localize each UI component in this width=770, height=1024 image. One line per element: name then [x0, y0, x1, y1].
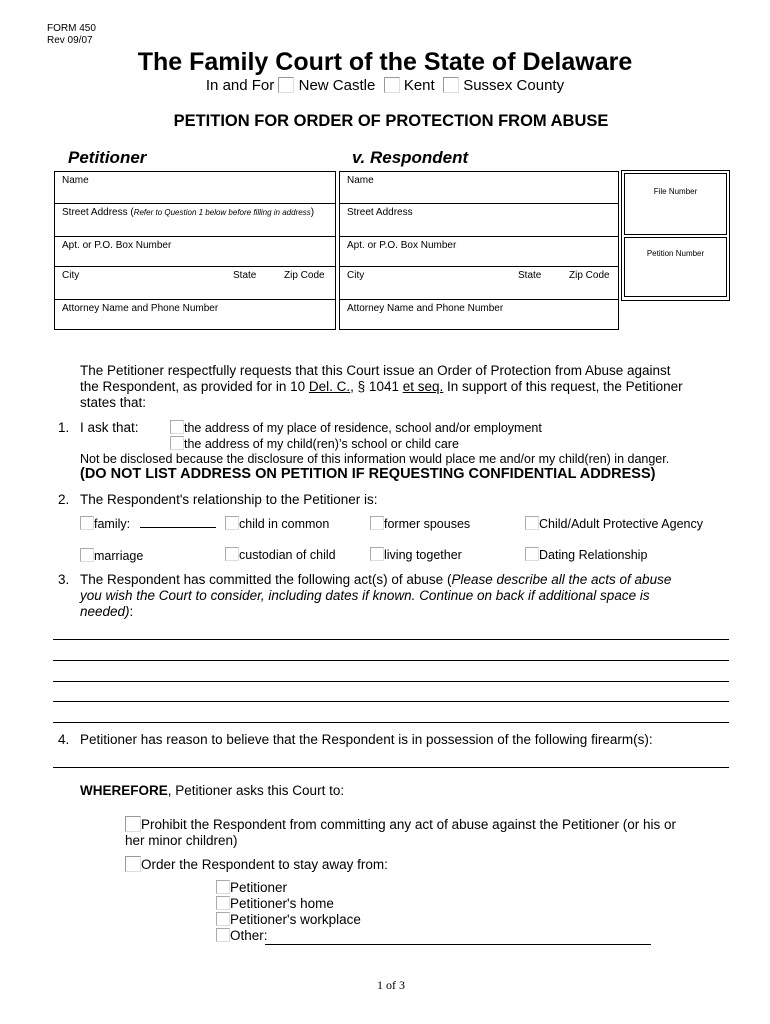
- other-blank-line[interactable]: [265, 944, 651, 945]
- kent-checkbox[interactable]: [384, 77, 400, 93]
- new-castle-label: New Castle: [298, 77, 376, 94]
- court-title: The Family Court of the State of Delaware: [137, 48, 633, 76]
- q1-label: I ask that:: [80, 420, 139, 435]
- child-in-common-checkbox[interactable]: [225, 516, 239, 530]
- intro-line-3: states that:: [80, 395, 147, 410]
- page-number: 1 of 3: [377, 978, 405, 992]
- rel-dating[interactable]: Dating Relationship: [525, 547, 647, 562]
- q1-option-child-school[interactable]: the address of my child(ren)’s school or child care: [170, 436, 542, 452]
- intro-paragraph: [80, 363, 702, 411]
- respondent-zip-label: Zip Code: [569, 270, 610, 281]
- respondent-city-field[interactable]: City State Zip Code: [340, 266, 618, 300]
- marriage-checkbox[interactable]: [80, 548, 94, 562]
- petitioner-state-label: State: [233, 270, 257, 281]
- protective-agency-checkbox[interactable]: [525, 516, 539, 530]
- home-checkbox[interactable]: [216, 896, 230, 910]
- stay-away-workplace[interactable]: Petitioner's workplace: [216, 912, 361, 928]
- rel-family[interactable]: family:: [80, 516, 216, 531]
- abuse-line-3[interactable]: [53, 681, 729, 682]
- petitioner-zip-label: Zip Code: [284, 270, 325, 281]
- q1-option-residence[interactable]: the address of my place of residence, school and/or employment: [170, 420, 542, 436]
- sussex-label: Sussex County: [463, 77, 565, 94]
- respondent-attorney-field[interactable]: Attorney Name and Phone Number: [340, 299, 618, 330]
- q4-number: 4.: [58, 732, 70, 747]
- file-number-field[interactable]: File Number: [624, 173, 727, 235]
- q3-number: 3.: [58, 572, 70, 587]
- kent-label: Kent: [403, 77, 435, 94]
- form-id: [47, 23, 96, 47]
- stay-away-other[interactable]: Other:: [216, 928, 361, 944]
- former-spouses-checkbox[interactable]: [370, 516, 384, 530]
- q2-text: The Respondent's relationship to the Petitioner is:: [80, 492, 378, 507]
- dating-checkbox[interactable]: [525, 547, 539, 561]
- child-school-checkbox[interactable]: [170, 436, 184, 450]
- county-selection: [0, 77, 770, 94]
- new-castle-checkbox[interactable]: [278, 77, 294, 93]
- rel-protective-agency[interactable]: Child/Adult Protective Agency: [525, 516, 703, 531]
- petitioner-name-field[interactable]: Name: [62, 175, 89, 186]
- form-number: FORM 450: [47, 23, 96, 34]
- respondent-state-label: State: [518, 270, 542, 281]
- q3-text: The Respondent has committed the following act(s) of abuse (Please describe all the acts of abuse you wish the Court to consider, including dates if known. Continue on back if additional space is needed):: [80, 572, 672, 619]
- form-revision: Rev 09/07: [47, 35, 93, 46]
- petitioner-checkbox[interactable]: [216, 880, 230, 894]
- rel-custodian[interactable]: custodian of child: [225, 547, 336, 562]
- petitioner-apt-field[interactable]: Apt. or P.O. Box Number: [55, 236, 335, 267]
- abuse-line-4[interactable]: [53, 701, 729, 702]
- petition-number-field[interactable]: Petition Number: [624, 237, 727, 297]
- rel-child-in-common[interactable]: child in common: [225, 516, 329, 531]
- firearm-line[interactable]: [53, 767, 729, 768]
- abuse-line-1[interactable]: [53, 639, 729, 640]
- other-checkbox[interactable]: [216, 928, 230, 942]
- custodian-checkbox[interactable]: [225, 547, 239, 561]
- abuse-line-5[interactable]: [53, 722, 729, 723]
- petitioner-street-field[interactable]: Street Address (Refer to Question 1 below before filling in address): [55, 203, 335, 237]
- petitioner-heading: Petitioner: [68, 148, 147, 167]
- wherefore-text: WHEREFORE, Petitioner asks this Court to:: [80, 783, 345, 798]
- respondent-info-box: [339, 171, 619, 330]
- rel-living-together[interactable]: living together: [370, 547, 462, 562]
- rel-marriage[interactable]: marriage: [80, 548, 143, 563]
- q1-warning: (DO NOT LIST ADDRESS ON PETITION IF REQUESTING CONFIDENTIAL ADDRESS): [80, 466, 656, 482]
- petitioner-attorney-field[interactable]: Attorney Name and Phone Number: [55, 299, 335, 330]
- q1-options: [170, 420, 542, 452]
- rel-former-spouses[interactable]: former spouses: [370, 516, 470, 531]
- abuse-line-2[interactable]: [53, 660, 729, 661]
- prohibit-checkbox[interactable]: [125, 816, 141, 832]
- respondent-heading: v. Respondent: [352, 148, 469, 167]
- stay-away-checkbox[interactable]: [125, 856, 141, 872]
- respondent-street-field[interactable]: Street Address: [340, 203, 618, 237]
- petitioner-info-box: [54, 171, 336, 330]
- stay-away-list: [216, 880, 361, 944]
- residence-checkbox[interactable]: [170, 420, 184, 434]
- petitioner-city-field[interactable]: City State Zip Code: [55, 266, 335, 300]
- prohibit-option[interactable]: Prohibit the Respondent from committing any act of abuse against the Petitioner (or his or her minor children): [125, 817, 677, 848]
- petition-title: PETITION FOR ORDER OF PROTECTION FROM ABUSE: [173, 112, 609, 130]
- respondent-apt-field[interactable]: Apt. or P.O. Box Number: [340, 236, 618, 267]
- q2-number: 2.: [58, 492, 70, 507]
- in-and-for-label: In and For: [205, 77, 275, 94]
- intro-line-1: The Petitioner respectfully requests that this Court issue an Order of Protection from Abuse against: [80, 363, 671, 378]
- family-blank[interactable]: [140, 527, 216, 528]
- stay-away-petitioner[interactable]: Petitioner: [216, 880, 361, 896]
- workplace-checkbox[interactable]: [216, 912, 230, 926]
- respondent-name-field[interactable]: Name: [347, 175, 374, 186]
- intro-line-2: the Respondent, as provided for in 10 Del. C., § 1041 et seq. In support of this request, the Petitioner: [80, 379, 683, 394]
- sussex-checkbox[interactable]: [443, 77, 459, 93]
- family-checkbox[interactable]: [80, 516, 94, 530]
- q4-text: Petitioner has reason to believe that the Respondent is in possession of the following firearm(s):: [80, 732, 653, 747]
- stay-away-option[interactable]: Order the Respondent to stay away from:: [125, 856, 388, 873]
- q1-note: Not be disclosed because the disclosure of this information would place me and/or my child(ren) in danger.: [80, 452, 670, 466]
- living-together-checkbox[interactable]: [370, 547, 384, 561]
- q1-number: 1.: [58, 420, 70, 435]
- court-use-box: [621, 170, 730, 301]
- stay-away-home[interactable]: Petitioner's home: [216, 896, 361, 912]
